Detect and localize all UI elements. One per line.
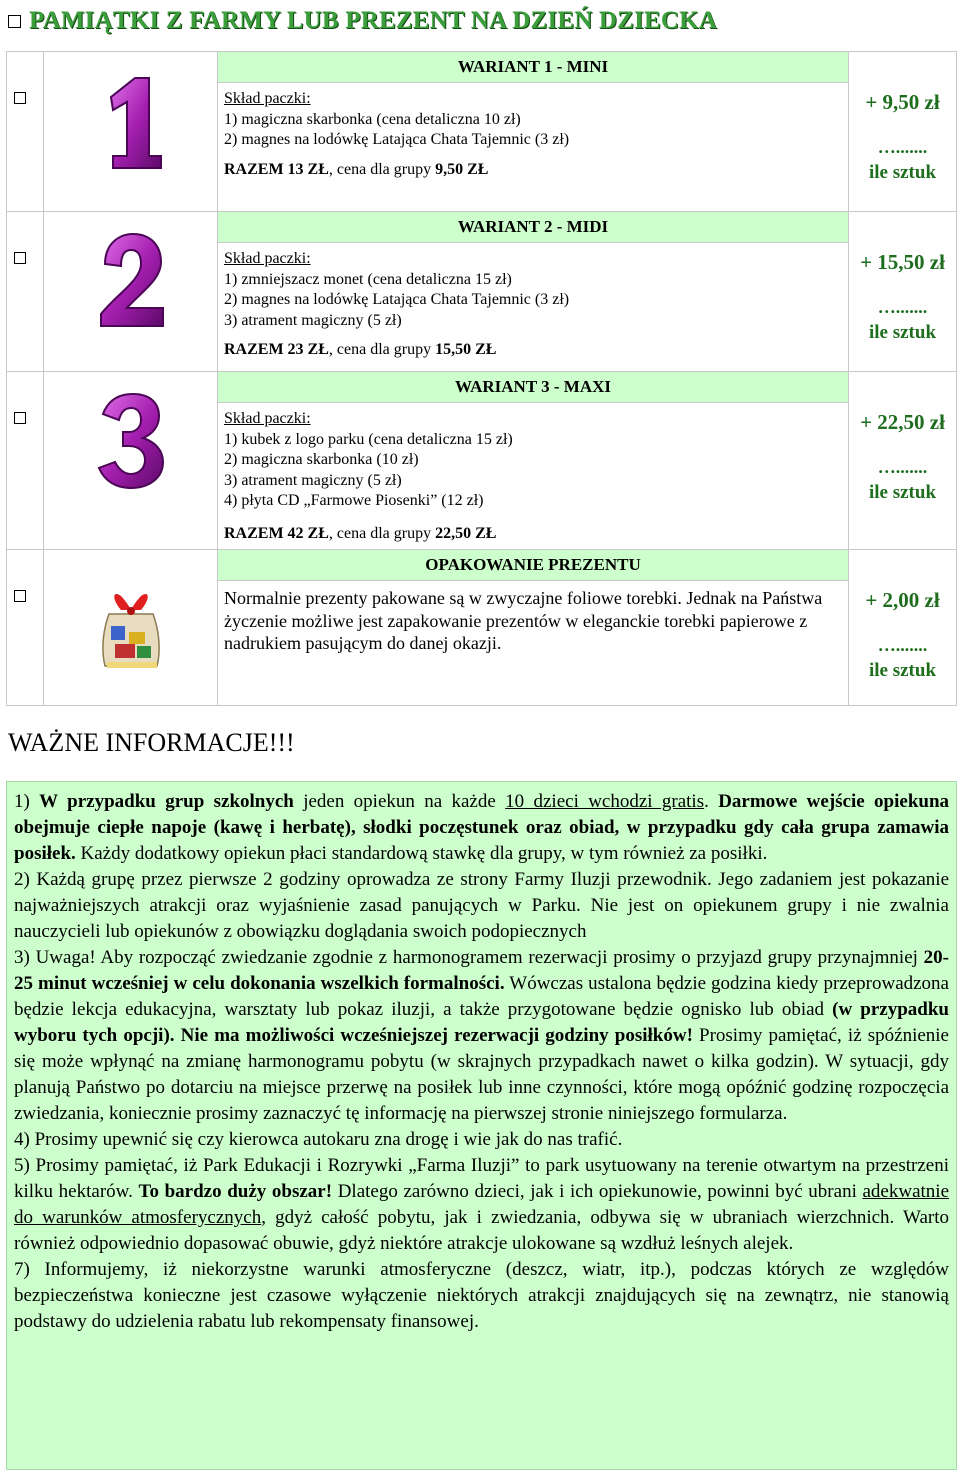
variant-2-price-cell (849, 212, 957, 372)
variant-1-checkbox[interactable] (14, 92, 26, 104)
variant-2-item: 3) atrament magiczny (5 zł) (224, 311, 402, 329)
variant-1-item: 1) magiczna skarbonka (cena detaliczna 10 zł) (224, 110, 521, 128)
variant-2-checkbox[interactable] (14, 252, 26, 264)
variant-1-quantity-field[interactable]: …....... (877, 137, 928, 157)
variant-3-item: 3) atrament magiczny (5 zł) (224, 471, 402, 489)
packaging-header: OPAKOWANIE PREZENTU (218, 550, 849, 581)
packaging-price-cell (849, 550, 957, 706)
variant-1-body (218, 83, 849, 212)
variant-2-quantity-field[interactable]: …....... (877, 297, 928, 317)
variant-2-header: WARIANT 2 - MIDI (218, 212, 849, 243)
variant-2-image-cell (44, 212, 218, 372)
numeral-2-icon (91, 230, 171, 340)
variant-1-price-cell (849, 52, 957, 212)
variant-3-price-cell (849, 372, 957, 550)
variant-3-item: 4) płyta CD „Farmowe Piosenki” (12 zł) (224, 492, 484, 509)
packaging-checkbox[interactable] (14, 590, 26, 602)
variant-2-checkbox-cell (7, 212, 44, 372)
variant-3-total: RAZEM 42 ZŁ, cena dla grupy 22,50 ZŁ (224, 524, 497, 542)
packaging-unit: ile sztuk (868, 660, 937, 681)
variant-3-contents-label: Skład paczki: (224, 410, 311, 427)
variant-3-quantity-field[interactable]: …....... (877, 457, 928, 477)
variant-1-header: WARIANT 1 - MINI (218, 52, 849, 83)
variant-3-checkbox[interactable] (14, 412, 26, 424)
info-paragraph-5: 5) Prosimy pamiętać, iż Park Edukacji i Rozrywki „Farma Iluzji” to park usytuowany na terenie otwartym na przestrzeni kilku hektarów. To bardzo duży obszar! Dlatego zarówno dzieci, jak i ich opiekunowie, powinni być ubrani adekwatnie do warunków atmosferycznych, gdyż całość pobytu, jak i zwiedzania, odbywa się w ubraniach wierzchnich. Warto również odpowiednio dopasować obuwie, gdyż niektóre atrakcje ulokowane są wzdłuż leśnych alejek. (14, 1155, 949, 1254)
packaging-price: + 2,00 zł (865, 588, 940, 612)
page-title-row (8, 6, 717, 36)
variant-1-header-row (7, 52, 957, 83)
numeral-3-icon (91, 390, 171, 500)
variant-1-contents-label: Skład paczki: (224, 90, 311, 107)
info-paragraph-3: 3) Uwaga! Aby rozpocząć zwiedzanie zgodnie z harmonogramem rezerwacji prosimy o przyjazd grupy przynajmniej 20-25 minut wcześniej w celu dokonania wszelkich formalności. Wówczas ustalona będzie godzina kiedy przeprowadzona będzie lekcja edukacyjna, warsztaty lub pokaz iluzji, a także przygotowane będzie ognisko lub obiad (w przypadku wyboru tych opcji). Nie ma możliwości wcześniejszej rezerwacji godziny posiłków! Prosimy pamiętać, iż spóźnienie się może wpłynąć na zmianę harmonogramu pobytu (w skrajnych przypadkach nawet o kilka godzin). W sytuacji, gdy planują Państwo po dotarciu na miejsce przerwę na posiłek lub inne czynności, które mogą opóźnić godzinę rozpoczęcia zwiedzania, koniecznie prosimy zaznaczyć tę informację na pierwszej stronie niniejszego formularza. (14, 947, 950, 1124)
variant-1-item: 2) magnes na lodówkę Latająca Chata Tajemnic (3 zł) (224, 131, 570, 148)
variant-2-price: + 15,50 zł (860, 250, 945, 274)
info-paragraph-7: 7) Informujemy, iż niekorzystne warunki atmosferyczne (deszcz, wiatr, itp.), podczas których ze względów bezpieczeństwa konieczne jest czasowe wyłączenie niektórych atrakcji znajdujących się na zewnątrz, nie stanowią podstawy do udzielenia rabatu lub rekompensaty finansowej. (14, 1259, 949, 1332)
info-paragraph-4: 4) Prosimy upewnić się czy kierowca autokaru zna drogę i wie jak do nas trafić. (14, 1129, 623, 1150)
variant-3-header: WARIANT 3 - MAXI (218, 372, 849, 403)
variant-2-unit: ile sztuk (868, 322, 937, 343)
variant-2-total: RAZEM 23 ZŁ, cena dla grupy 15,50 ZŁ (224, 341, 497, 358)
variant-3-image-cell (44, 372, 218, 550)
gift-bag-icon (91, 580, 171, 680)
packaging-text: Normalnie prezenty pakowane są w zwyczajne foliowe torebki. Jednak na Państwa życzenie możliwe jest zapakowanie prezentów w eleganckie torebki papierowe z nadrukiem pasującym do danej okazji. (224, 588, 823, 653)
info-title: WAŻNE INFORMACJE!!! (8, 728, 295, 757)
variant-1-price: + 9,50 zł (865, 90, 940, 114)
variant-2-item: 2) magnes na lodówkę Latająca Chata Tajemnic (3 zł) (224, 291, 570, 308)
variant-2-body (218, 243, 849, 372)
variant-1-unit: ile sztuk (868, 162, 937, 183)
info-paragraph-1: 1) W przypadku grup szkolnych jeden opiekun na każde 10 dzieci wchodzi gratis. Darmowe wejście opiekuna obejmuje ciepłe napoje (kawę i herbatę), słodki poczęstunek oraz obiad, w przypadku gdy cała grupa zamawia posiłek. Każdy dodatkowy opiekun płaci standardową stawkę dla grupy, w tym również za posiłki. (14, 791, 950, 864)
title-checkbox[interactable] (8, 15, 21, 28)
variant-2-contents-label: Skład paczki: (224, 250, 311, 267)
variant-3-unit: ile sztuk (868, 482, 937, 503)
info-paragraph-2: 2) Każdą grupę przez pierwsze 2 godziny oprowadza ze strony Farmy Iluzji przewodnik. Jego zadaniem jest pokazanie najważniejszych atrakcji oraz wyjaśnienie zasad panujących w Parku. Nie jest on opiekunem grupy i nie zwalnia nauczycieli lub opiekunów z obowiązku doglądania swoich podopiecznych (14, 869, 949, 942)
variant-1-total: RAZEM 13 ZŁ, cena dla grupy 9,50 ZŁ (224, 160, 489, 178)
info-box (6, 781, 957, 1470)
variant-3-price: + 22,50 zł (860, 410, 945, 434)
offer-table (6, 51, 957, 706)
variant-3-item: 1) kubek z logo parku (cena detaliczna 15 zł) (224, 430, 513, 448)
numeral-1-icon (91, 70, 171, 180)
variant-2-item: 1) zmniejszacz monet (cena detaliczna 15 zł) (224, 270, 512, 288)
variant-1-image-cell (44, 52, 218, 212)
variant-3-item: 2) magiczna skarbonka (10 zł) (224, 451, 419, 468)
packaging-checkbox-cell (7, 550, 44, 706)
page-title: PAMIĄTKI Z FARMY LUB PREZENT NA DZIEŃ DZIECKA (29, 7, 718, 34)
variant-3-body (218, 403, 849, 550)
variant-1-checkbox-cell (7, 52, 44, 212)
packaging-body (218, 581, 849, 706)
packaging-image-cell (44, 550, 218, 706)
variant-3-checkbox-cell (7, 372, 44, 550)
packaging-quantity-field[interactable]: …....... (877, 635, 928, 655)
